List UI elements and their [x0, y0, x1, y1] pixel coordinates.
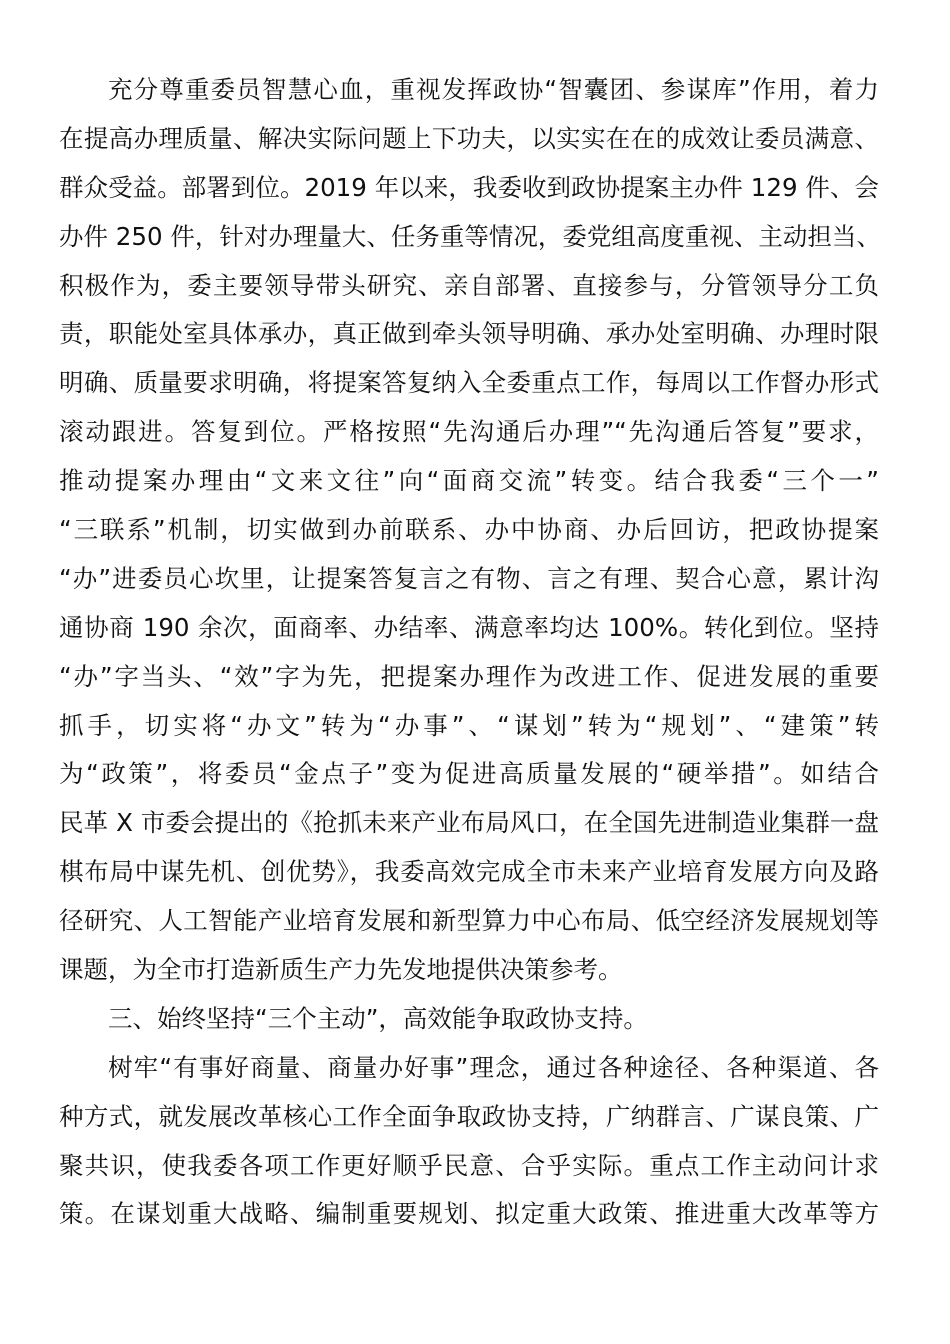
text-line: 在提高办理质量、解决实际问题上下功夫，以实实在在的成效让委员满意、 [59, 123, 879, 153]
text-line: 聚共识，使我委各项工作更好顺乎民意、合乎实际。重点工作主动问计求 [59, 1150, 879, 1180]
text-line: “办”字当头、“效”字为先，把提案办理作为改进工作、促进发展的重要 [59, 661, 879, 691]
text-line: 课题，为全市打造新质生产力先发地提供决策参考。 [59, 955, 623, 985]
text-line: 民革 X 市委会提出的《抢抓未来产业布局风口，在全国先进制造业集群一盘 [59, 808, 879, 838]
text-line: 棋布局中谋先机、创优势》，我委高效完成全市未来产业培育发展方向及路 [59, 857, 879, 887]
text-line: 滚动跟进。答复到位。严格按照“先沟通后办理”“先沟通后答复”要求， [59, 417, 879, 447]
text-line: 树牢“有事好商量、商量办好事”理念，通过各种途径、各种渠道、各 [108, 1052, 879, 1082]
text-line: 种方式，就发展改革核心工作全面争取政协支持，广纳群言、广谋良策、广 [59, 1101, 879, 1131]
text-line: 明确、质量要求明确，将提案答复纳入全委重点工作，每周以工作督办形式 [59, 368, 879, 398]
text-line: 为“政策”，将委员“金点子”变为促进高质量发展的“硬举措”。如结合 [59, 759, 879, 789]
text-line: 群众受益。部署到位。2019 年以来，我委收到政协提案主办件 129 件、会 [59, 172, 879, 202]
text-line: “办”进委员心坎里，让提案答复言之有物、言之有理、契合心意，累计沟 [59, 563, 879, 593]
document-body [59, 66, 879, 1239]
text-line: “三联系”机制，切实做到办前联系、办中协商、办后回访，把政协提案 [59, 515, 879, 545]
text-line: 积极作为，委主要领导带头研究、亲自部署、直接参与，分管领导分工负 [59, 270, 879, 300]
text-line: 抓手，切实将“办文”转为“办事”、“谋划”转为“规划”、“建策”转 [59, 710, 879, 740]
text-line: 办件 250 件，针对办理量大、任务重等情况，委党组高度重视、主动担当、 [59, 221, 881, 251]
text-line: 推动提案办理由“文来文往”向“面商交流”转变。结合我委“三个一” [59, 466, 879, 496]
section-heading: 三、始终坚持“三个主动”，高效能争取政协支持。 [108, 1003, 648, 1033]
text-line: 责，职能处室具体承办，真正做到牵头领导明确、承办处室明确、办理时限 [59, 319, 879, 349]
text-line: 策。在谋划重大战略、编制重要规划、拟定重大政策、推进重大改革等方 [59, 1199, 879, 1229]
text-line: 通协商 190 余次，面商率、办结率、满意率均达 100%。转化到位。坚持 [59, 612, 879, 642]
text-line: 径研究、人工智能产业培育发展和新型算力中心布局、低空经济发展规划等 [59, 906, 879, 936]
text-line: 充分尊重委员智慧心血，重视发挥政协“智囊团、参谋库”作用，着力 [108, 75, 879, 104]
